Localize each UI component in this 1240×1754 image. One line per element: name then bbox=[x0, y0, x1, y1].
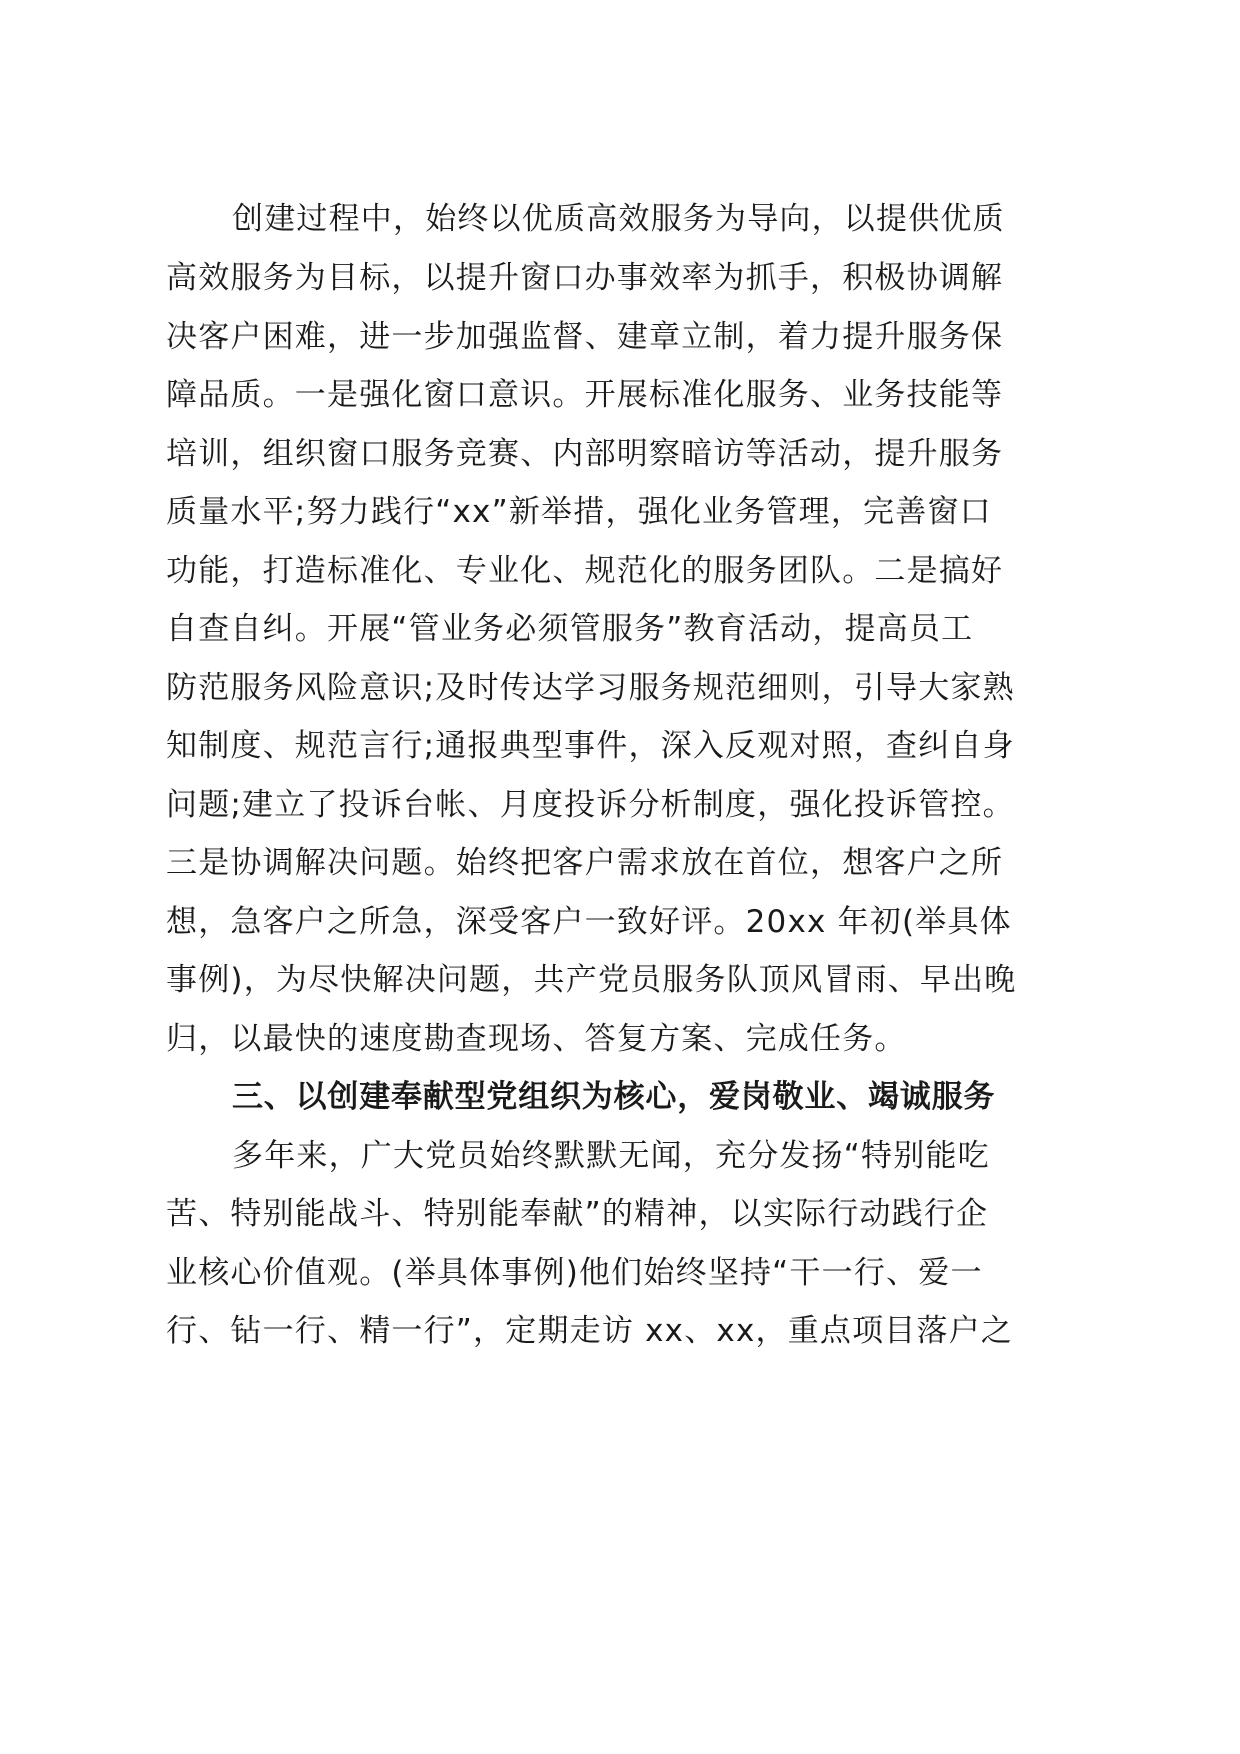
paragraph-1-line-5: 培训，组织窗口服务竞赛、内部明察暗访等活动，提升服务 bbox=[166, 436, 1004, 472]
section-heading: 三、以创建奉献型党组织为核心，爱岗敬业、竭诚服务 bbox=[232, 1079, 996, 1115]
paragraph-1-line-13: 想，急客户之所急，深受客户一致好评。20xx 年初(举具体 bbox=[166, 904, 1012, 940]
paragraph-1-line-7: 功能，打造标准化、专业化、规范化的服务团队。二是搞好 bbox=[166, 553, 1004, 589]
paragraph-1-line-6: 质量水平;努力践行“xx”新举措，强化业务管理，完善窗口 bbox=[166, 494, 992, 530]
paragraph-2-line-3: 业核心价值观。(举具体事例)他们始终坚持“干一行、爱一 bbox=[166, 1255, 983, 1291]
paragraph-1-line-11: 问题;建立了投诉台帐、月度投诉分析制度，强化投诉管控。 bbox=[166, 787, 1015, 823]
paragraph-1-line-8: 自查自纠。开展“管业务必须管服务”教育活动，提高员工 bbox=[166, 611, 974, 647]
paragraph-1-line-1: 创建过程中，始终以优质高效服务为导向，以提供优质 bbox=[232, 201, 1005, 237]
paragraph-1-line-9: 防范服务风险意识;及时传达学习服务规范细则，引导大家熟 bbox=[166, 670, 1015, 706]
paragraph-2-line-2: 苦、特别能战斗、特别能奉献”的精神，以实际行动践行企 bbox=[166, 1196, 989, 1232]
paragraph-1-line-3: 决客户困难，进一步加强监督、建章立制，着力提升服务保 bbox=[166, 319, 1004, 355]
paragraph-2-line-4: 行、钻一行、精一行”，定期走访 xx、xx，重点项目落户之 bbox=[166, 1313, 1014, 1349]
paragraph-2-line-1: 多年来，广大党员始终默默无闻，充分发扬“特别能吃 bbox=[232, 1138, 990, 1174]
paragraph-1-line-12: 三是协调解决问题。始终把客户需求放在首位，想客户之所 bbox=[166, 845, 1004, 881]
paragraph-1-line-14: 事例)，为尽快解决问题，共产党员服务队顶风冒雨、早出晚 bbox=[166, 962, 1017, 998]
paragraph-1-line-10: 知制度、规范言行;通报典型事件，深入反观对照，查纠自身 bbox=[166, 728, 1015, 764]
paragraph-1-line-4: 障品质。一是强化窗口意识。开展标准化服务、业务技能等 bbox=[166, 377, 1004, 413]
paragraph-1-line-15: 归，以最快的速度勘查现场、答复方案、完成任务。 bbox=[166, 1021, 907, 1057]
paragraph-1-line-2: 高效服务为目标，以提升窗口办事效率为抓手，积极协调解 bbox=[166, 260, 1004, 296]
